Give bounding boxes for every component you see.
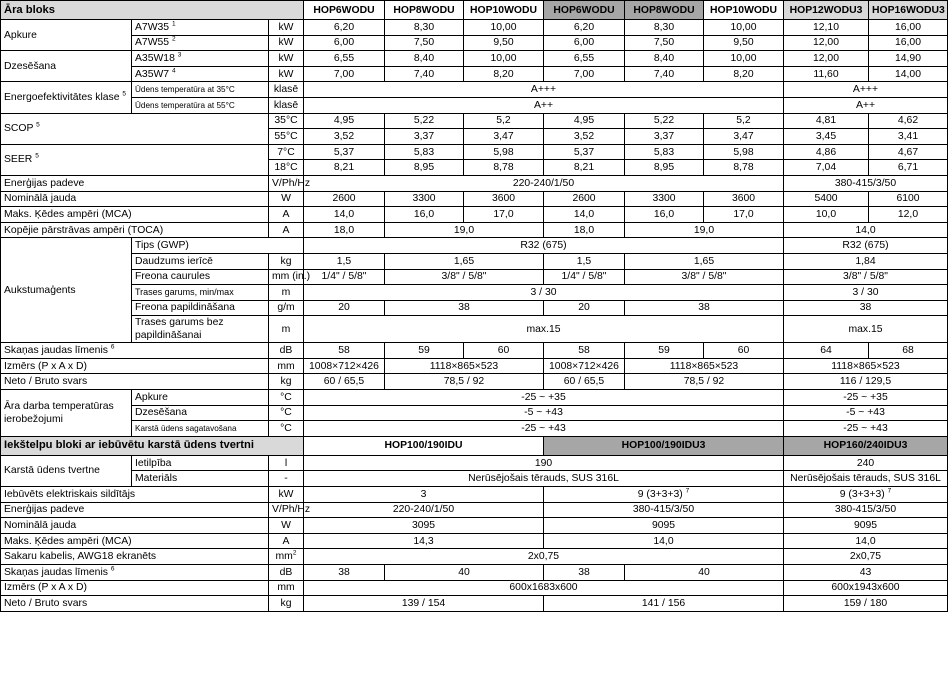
- value-cell: 1/4" / 5/8": [544, 269, 625, 285]
- value-cell: 16,0: [625, 207, 704, 223]
- value-cell: 14,0: [544, 533, 784, 549]
- value-cell: max.15: [304, 316, 784, 343]
- indoor-noise-label: Skaņas jaudas līmenis $^6$: [1, 565, 269, 581]
- value-cell: 12,00: [784, 51, 869, 67]
- value-cell: 4,95: [304, 113, 385, 129]
- value-cell: 141 / 156: [544, 596, 784, 612]
- value-cell: 220-240/1/50: [304, 175, 784, 191]
- unit-cell: °C: [269, 421, 304, 437]
- value-cell: 5,98: [464, 144, 544, 160]
- unit-cell: A: [269, 222, 304, 238]
- tank-material-row: [1, 471, 948, 487]
- indoor-section-title: Iekštelpu bloki ar iebūvētu karstā ūdens tvertni: [1, 436, 304, 455]
- value-cell: 6,55: [304, 51, 385, 67]
- value-cell: 38: [784, 300, 948, 316]
- value-cell: 3,47: [704, 129, 784, 145]
- value-cell: 116 / 129,5: [784, 374, 948, 390]
- unit-cell: A: [269, 533, 304, 549]
- unit-cell: kW: [269, 66, 304, 82]
- value-cell: 14,90: [869, 51, 948, 67]
- unit-cell: l: [269, 455, 304, 471]
- value-cell: 60: [464, 343, 544, 359]
- refrigerant-additional-row: [1, 300, 948, 316]
- value-cell: 3 / 30: [784, 285, 948, 301]
- condition-cell: Apkure: [132, 390, 269, 406]
- rated-power-row: [1, 191, 948, 207]
- value-cell: 8,20: [704, 66, 784, 82]
- value-cell: -5 ~ +43: [784, 405, 948, 421]
- condition-cell: A35W7 $^4$: [132, 66, 269, 82]
- operating-temp-label: Āra darba temperatūras ierobežojumi: [1, 390, 132, 437]
- value-cell: 1008×712×426: [304, 358, 385, 374]
- unit-cell: kg: [269, 596, 304, 612]
- value-cell: 1,5: [304, 253, 385, 269]
- heating-label: Apkure: [1, 20, 132, 51]
- value-cell: 1118×865×523: [784, 358, 948, 374]
- value-cell: 5,37: [304, 144, 385, 160]
- unit-cell: $mm^2$: [269, 549, 304, 565]
- value-cell: 6,20: [544, 20, 625, 36]
- value-cell: 3600: [464, 191, 544, 207]
- unit-cell: m: [269, 285, 304, 301]
- value-cell: 14,3: [304, 533, 544, 549]
- value-cell: 5,22: [625, 113, 704, 129]
- value-cell: 10,00: [464, 51, 544, 67]
- value-cell: 9,50: [464, 35, 544, 51]
- unit-cell: m: [269, 316, 304, 343]
- mca-row: [1, 207, 948, 223]
- value-cell: 58: [304, 343, 385, 359]
- value-cell: 3095: [304, 518, 544, 534]
- indoor-rated-power-row: [1, 518, 948, 534]
- scop-row: [1, 113, 948, 129]
- rated-power-label: Nominālā jauda: [1, 191, 269, 207]
- value-cell: 1,5: [544, 253, 625, 269]
- value-cell: 139 / 154: [304, 596, 544, 612]
- toca-label: Kopējie pārstrāvas ampēri (TOCA): [1, 222, 269, 238]
- refrigerant-pipe-length-row: [1, 285, 948, 301]
- condition-cell: Trases garums bez papildināšanai: [132, 316, 269, 343]
- value-cell: 600x1943x600: [784, 580, 948, 596]
- value-cell: 4,62: [869, 113, 948, 129]
- value-cell: 14,0: [544, 207, 625, 223]
- value-cell: 6100: [869, 191, 948, 207]
- value-cell: 1,65: [625, 253, 784, 269]
- unit-cell: mm (in.): [269, 269, 304, 285]
- value-cell: 3,47: [464, 129, 544, 145]
- value-cell: R32 (675): [784, 238, 948, 254]
- value-cell: 9095: [784, 518, 948, 534]
- value-cell: 10,00: [704, 51, 784, 67]
- value-cell: 7,50: [385, 35, 464, 51]
- unit-cell: kW: [269, 35, 304, 51]
- unit-cell: g/m: [269, 300, 304, 316]
- value-cell: 8,30: [385, 20, 464, 36]
- dimensions-row: [1, 358, 948, 374]
- refrigerant-amount-row: [1, 253, 948, 269]
- value-cell: 14,0: [784, 533, 948, 549]
- model-header: HOP12WODU3: [784, 1, 869, 20]
- condition-cell: A7W55 $^2$: [132, 35, 269, 51]
- value-cell: 3,37: [385, 129, 464, 145]
- value-cell: 16,00: [869, 20, 948, 36]
- unit-cell: kg: [269, 374, 304, 390]
- value-cell: 8,21: [304, 160, 385, 176]
- indoor-mca-row: [1, 533, 948, 549]
- power-supply-row: [1, 175, 948, 191]
- unit-cell: dB: [269, 565, 304, 581]
- value-cell: 9095: [544, 518, 784, 534]
- condition-cell: Freona papildināšana: [132, 300, 269, 316]
- condition-cell: 55°C: [269, 129, 304, 145]
- value-cell: 16,00: [869, 35, 948, 51]
- value-cell: 1118×865×523: [625, 358, 784, 374]
- condition-cell: Freona caurules: [132, 269, 269, 285]
- weight-label: Neto / Bruto svars: [1, 374, 269, 390]
- value-cell: 3/8" / 5/8": [625, 269, 784, 285]
- value-cell: 8,20: [464, 66, 544, 82]
- value-cell: 5,83: [625, 144, 704, 160]
- value-cell: 240: [784, 455, 948, 471]
- model-header: HOP100/190IDU3: [544, 436, 784, 455]
- value-cell: 60 / 65,5: [544, 374, 625, 390]
- value-cell: 38: [385, 300, 544, 316]
- value-cell: 6,71: [869, 160, 948, 176]
- refrigerant-label: Aukstumaģents: [1, 238, 132, 343]
- value-cell: 2x0,75: [304, 549, 784, 565]
- value-cell: 11,60: [784, 66, 869, 82]
- value-cell: 59: [625, 343, 704, 359]
- value-cell: 8,30: [625, 20, 704, 36]
- value-cell: 40: [385, 565, 544, 581]
- toca-row: [1, 222, 948, 238]
- mca-label: Maks. Ķēdes ampēri (MCA): [1, 207, 269, 223]
- value-cell: 3/8" / 5/8": [784, 269, 948, 285]
- value-cell: 159 / 180: [784, 596, 948, 612]
- value-cell: -25 ~ +35: [784, 390, 948, 406]
- value-cell: 2600: [304, 191, 385, 207]
- unit-cell: °C: [269, 405, 304, 421]
- value-cell: 190: [304, 455, 784, 471]
- model-header: HOP8WODU: [385, 1, 464, 20]
- value-cell: 5,83: [385, 144, 464, 160]
- cable-label: Sakaru kabelis, AWG18 ekranēts: [1, 549, 269, 565]
- outdoor-section-title: Āra bloks: [1, 1, 304, 20]
- unit-cell: kW: [269, 487, 304, 503]
- value-cell: 3,52: [304, 129, 385, 145]
- value-cell: 12,00: [784, 35, 869, 51]
- value-cell: 10,0: [784, 207, 869, 223]
- dimensions-label: Izmērs (P x A x D): [1, 358, 269, 374]
- value-cell: A+++: [304, 82, 784, 98]
- noise-label: Skaņas jaudas līmenis $^6$: [1, 343, 269, 359]
- value-cell: 78,5 / 92: [385, 374, 544, 390]
- condition-cell: 18°C: [269, 160, 304, 176]
- condition-cell: Dzesēšana: [132, 405, 269, 421]
- value-cell: 380-415/3/50: [784, 175, 948, 191]
- condition-cell: A35W18 $^3$: [132, 51, 269, 67]
- value-cell: 3300: [625, 191, 704, 207]
- value-cell: 68: [869, 343, 948, 359]
- refrigerant-pipes-row: [1, 269, 948, 285]
- value-cell: A+++: [784, 82, 948, 98]
- model-header: HOP10WODU: [464, 1, 544, 20]
- value-cell: 38: [304, 565, 385, 581]
- value-cell: 5,98: [704, 144, 784, 160]
- indoor-power-supply-row: [1, 502, 948, 518]
- value-cell: 4,67: [869, 144, 948, 160]
- cooling-label: Dzesēšana: [1, 51, 132, 82]
- value-cell: -5 ~ +43: [304, 405, 784, 421]
- value-cell: 43: [784, 565, 948, 581]
- value-cell: 18,0: [304, 222, 385, 238]
- value-cell: 8,95: [385, 160, 464, 176]
- unit-cell: dB: [269, 343, 304, 359]
- value-cell: 9,50: [704, 35, 784, 51]
- condition-cell: Karstā ūdens sagatavošana: [132, 421, 269, 437]
- condition-cell: 35°C: [269, 113, 304, 129]
- value-cell: 38: [625, 300, 784, 316]
- indoor-rated-power-label: Nominālā jauda: [1, 518, 269, 534]
- value-cell: 8,78: [464, 160, 544, 176]
- value-cell: 38: [544, 565, 625, 581]
- value-cell: 14,0: [304, 207, 385, 223]
- value-cell: -25 ~ +43: [784, 421, 948, 437]
- power-supply-label: Enerģijas padeve: [1, 175, 269, 191]
- value-cell: 6,00: [304, 35, 385, 51]
- value-cell: 78,5 / 92: [625, 374, 784, 390]
- unit-cell: mm: [269, 358, 304, 374]
- value-cell: 5,2: [464, 113, 544, 129]
- value-cell: 7,50: [625, 35, 704, 51]
- value-cell: 9 (3+3+3) $^7$: [784, 487, 948, 503]
- model-header: HOP6WODU: [304, 1, 385, 20]
- value-cell: 20: [544, 300, 625, 316]
- unit-cell: mm: [269, 580, 304, 596]
- unit-cell: klasē: [269, 82, 304, 98]
- unit-cell: V/Ph/Hz: [269, 502, 304, 518]
- value-cell: 2600: [544, 191, 625, 207]
- value-cell: 8,95: [625, 160, 704, 176]
- value-cell: 1008×712×426: [544, 358, 625, 374]
- value-cell: 3300: [385, 191, 464, 207]
- indoor-noise-row: [1, 565, 948, 581]
- value-cell: 10,00: [464, 20, 544, 36]
- value-cell: 8,78: [704, 160, 784, 176]
- model-header: HOP6WODU: [544, 1, 625, 20]
- energy-class-label: Energoefektivitātes klase $^5$: [1, 82, 132, 113]
- value-cell: 4,86: [784, 144, 869, 160]
- value-cell: 1118×865×523: [385, 358, 544, 374]
- indoor-dimensions-label: Izmērs (P x A x D): [1, 580, 269, 596]
- value-cell: -25 ~ +35: [304, 390, 784, 406]
- value-cell: 12,10: [784, 20, 869, 36]
- condition-cell: Ietilpība: [132, 455, 269, 471]
- value-cell: 4,81: [784, 113, 869, 129]
- unit-cell: V/Ph/Hz: [269, 175, 304, 191]
- operating-temp-row: [1, 405, 948, 421]
- value-cell: 19,0: [625, 222, 784, 238]
- energy-class-row: [1, 82, 948, 98]
- unit-cell: W: [269, 518, 304, 534]
- indoor-weight-label: Neto / Bruto svars: [1, 596, 269, 612]
- value-cell: -25 ~ +43: [304, 421, 784, 437]
- heater-row: [1, 487, 948, 503]
- condition-cell: A7W35 $^1$: [132, 20, 269, 36]
- outdoor-header-row: [1, 1, 948, 20]
- value-cell: 380-415/3/50: [544, 502, 784, 518]
- unit-cell: klasē: [269, 97, 304, 113]
- value-cell: 18,0: [544, 222, 625, 238]
- value-cell: 3 / 30: [304, 285, 784, 301]
- value-cell: 1,84: [784, 253, 948, 269]
- value-cell: 8,40: [385, 51, 464, 67]
- value-cell: 5,37: [544, 144, 625, 160]
- indoor-mca-label: Maks. Ķēdes ampēri (MCA): [1, 533, 269, 549]
- refrigerant-type-row: [1, 238, 948, 254]
- value-cell: 19,0: [385, 222, 544, 238]
- value-cell: 7,40: [625, 66, 704, 82]
- cooling-row: [1, 66, 948, 82]
- refrigerant-length-no-charge-row: [1, 316, 948, 343]
- condition-cell: Ūdens temperatūra at 35°C: [132, 82, 269, 98]
- condition-cell: Daudzums ierīcē: [132, 253, 269, 269]
- condition-cell: Ūdens temperatūra at 55°C: [132, 97, 269, 113]
- value-cell: A++: [784, 97, 948, 113]
- value-cell: R32 (675): [304, 238, 784, 254]
- value-cell: 1/4" / 5/8": [304, 269, 385, 285]
- value-cell: 380-415/3/50: [784, 502, 948, 518]
- value-cell: 59: [385, 343, 464, 359]
- value-cell: 7,00: [304, 66, 385, 82]
- unit-cell: W: [269, 191, 304, 207]
- value-cell: max.15: [784, 316, 948, 343]
- value-cell: 6,55: [544, 51, 625, 67]
- unit-cell: -: [269, 471, 304, 487]
- indoor-power-supply-label: Enerģijas padeve: [1, 502, 269, 518]
- value-cell: 3,37: [625, 129, 704, 145]
- value-cell: A++: [304, 97, 784, 113]
- noise-row: [1, 343, 948, 359]
- model-header: HOP16WODU3: [869, 1, 948, 20]
- value-cell: 6,20: [304, 20, 385, 36]
- value-cell: 3600: [704, 191, 784, 207]
- value-cell: 220-240/1/50: [304, 502, 544, 518]
- value-cell: 3: [304, 487, 544, 503]
- model-header: HOP10WODU: [704, 1, 784, 20]
- unit-cell: A: [269, 207, 304, 223]
- value-cell: 20: [304, 300, 385, 316]
- cooling-row: [1, 51, 948, 67]
- tank-label: Karstā ūdens tvertne: [1, 455, 132, 486]
- heating-row: [1, 20, 948, 36]
- unit-cell: kg: [269, 253, 304, 269]
- value-cell: 10,00: [704, 20, 784, 36]
- operating-temp-row: [1, 421, 948, 437]
- cable-row: [1, 549, 948, 565]
- energy-class-row: [1, 97, 948, 113]
- model-header: HOP160/240IDU3: [784, 436, 948, 455]
- value-cell: 9 (3+3+3) $^7$: [544, 487, 784, 503]
- value-cell: Nerūsējošais tērauds, SUS 316L: [304, 471, 784, 487]
- condition-cell: Trases garums, min/max: [132, 285, 269, 301]
- heater-label: Iebūvēts elektriskais sildītājs: [1, 487, 269, 503]
- value-cell: 5,2: [704, 113, 784, 129]
- unit-cell: kW: [269, 20, 304, 36]
- tank-volume-row: [1, 455, 948, 471]
- value-cell: 4,95: [544, 113, 625, 129]
- heating-row: [1, 35, 948, 51]
- value-cell: 3/8" / 5/8": [385, 269, 544, 285]
- unit-cell: °C: [269, 390, 304, 406]
- value-cell: 16,0: [385, 207, 464, 223]
- value-cell: 17,0: [464, 207, 544, 223]
- indoor-dimensions-row: [1, 580, 948, 596]
- weight-row: [1, 374, 948, 390]
- value-cell: Nerūsējošais tērauds, SUS 316L: [784, 471, 948, 487]
- indoor-header-row: [1, 436, 948, 455]
- value-cell: 8,21: [544, 160, 625, 176]
- scop-label: SCOP $^5$: [1, 113, 269, 144]
- model-header: HOP100/190IDU: [304, 436, 544, 455]
- value-cell: 3,41: [869, 129, 948, 145]
- value-cell: 7,00: [544, 66, 625, 82]
- indoor-weight-row: [1, 596, 948, 612]
- seer-row: [1, 144, 948, 160]
- seer-label: SEER $^5$: [1, 144, 269, 175]
- condition-cell: Materiāls: [132, 471, 269, 487]
- value-cell: 3,52: [544, 129, 625, 145]
- value-cell: 1,65: [385, 253, 544, 269]
- value-cell: 7,40: [385, 66, 464, 82]
- value-cell: 64: [784, 343, 869, 359]
- value-cell: 58: [544, 343, 625, 359]
- condition-cell: 7°C: [269, 144, 304, 160]
- value-cell: 600x1683x600: [304, 580, 784, 596]
- value-cell: 8,40: [625, 51, 704, 67]
- unit-cell: kW: [269, 51, 304, 67]
- operating-temp-row: [1, 390, 948, 406]
- value-cell: 12,0: [869, 207, 948, 223]
- value-cell: 2x0,75: [784, 549, 948, 565]
- value-cell: 7,04: [784, 160, 869, 176]
- value-cell: 14,0: [784, 222, 948, 238]
- value-cell: 6,00: [544, 35, 625, 51]
- value-cell: 60: [704, 343, 784, 359]
- model-header: HOP8WODU: [625, 1, 704, 20]
- value-cell: 5400: [784, 191, 869, 207]
- value-cell: 17,0: [704, 207, 784, 223]
- value-cell: 3,45: [784, 129, 869, 145]
- value-cell: 14,00: [869, 66, 948, 82]
- value-cell: 40: [625, 565, 784, 581]
- value-cell: 5,22: [385, 113, 464, 129]
- value-cell: 60 / 65,5: [304, 374, 385, 390]
- condition-cell: Tips (GWP): [132, 238, 304, 254]
